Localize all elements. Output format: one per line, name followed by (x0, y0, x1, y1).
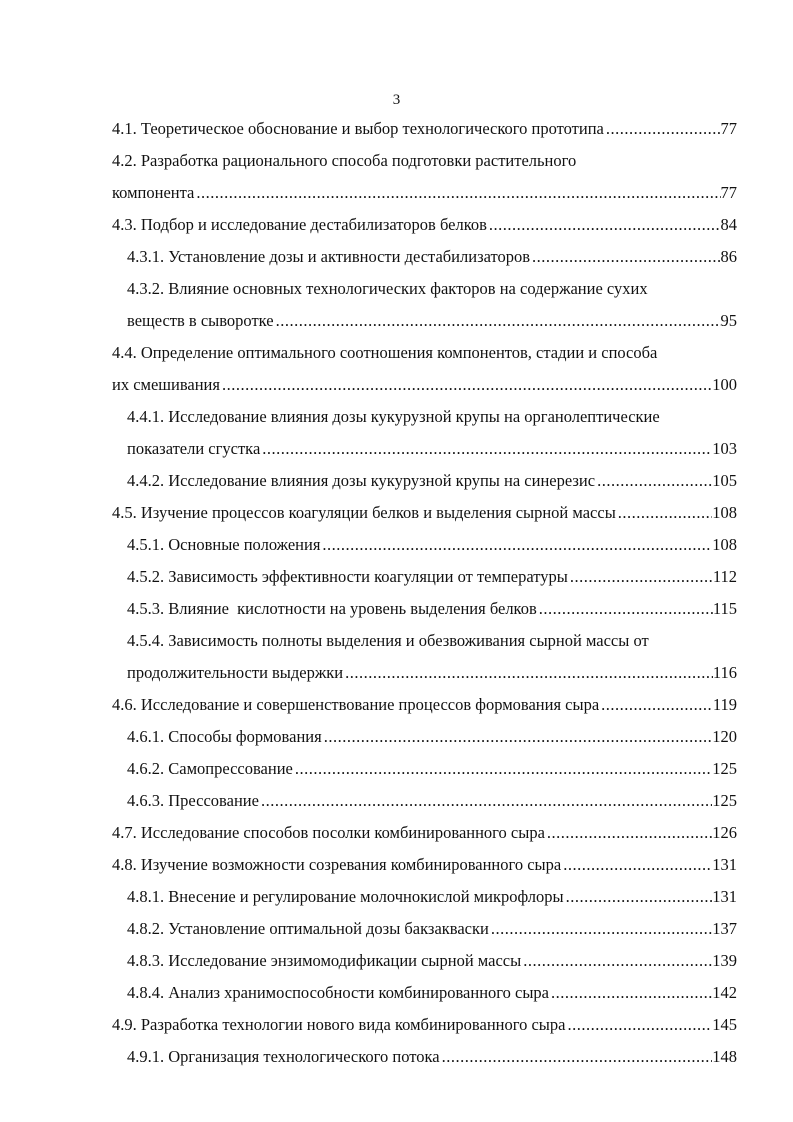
toc-entry-page: 131 (712, 887, 737, 906)
toc-entry-title: 4.5. Изучение процессов коагуляции белков и выделения сырной массы (112, 503, 616, 522)
toc-entry-title: 4.3. Подбор и исследование дестабилизаторов белков (112, 215, 487, 234)
toc-entry-page: 142 (712, 983, 737, 1002)
toc-entry-title: 4.5.4. Зависимость полноты выделения и обезвоживания сырной массы от (127, 631, 649, 650)
toc-entry-title: продолжительности выдержки (127, 663, 344, 682)
dot-leader (565, 1010, 712, 1040)
toc-entry-title: 4.4. Определение оптимального соотношения компонентов, стадии и способа (112, 343, 658, 362)
toc-entry-page: 119 (712, 695, 737, 714)
toc-entry-title: 4.8. Изучение возможности созревания комбинированного сыра (112, 855, 562, 874)
toc-entry (112, 146, 737, 176)
toc-entry (127, 626, 737, 656)
toc-entry (112, 178, 737, 208)
toc-entry (127, 594, 737, 624)
page-number: 3 (392, 92, 401, 108)
toc-entry (112, 1010, 737, 1040)
dot-leader (440, 1042, 713, 1072)
toc-entry-title: 4.6. Исследование и совершенствование процессов формования сыра (112, 695, 600, 714)
toc-entry-title: их смешивания (112, 375, 220, 394)
toc-entry (127, 658, 737, 688)
toc-entry-title: 4.8.3. Исследование энзимомодификации сырной массы (127, 951, 522, 970)
toc-entry-page: 126 (712, 823, 737, 842)
toc-entry (127, 754, 737, 784)
dot-leader (604, 114, 721, 144)
dot-leader (343, 658, 713, 688)
dot-leader (595, 466, 712, 496)
toc-entry (127, 946, 737, 976)
toc-entry-title: 4.9. Разработка технологии нового вида комбинированного сыра (112, 1015, 566, 1034)
toc-entry-title: 4.2. Разработка рационального способа подготовки растительного (112, 151, 577, 170)
dot-leader (220, 370, 712, 400)
toc-entry-title: 4.8.1. Внесение и регулирование молочнокислой микрофлоры (127, 887, 564, 906)
toc-entry (127, 274, 737, 304)
toc-entry-page: 77 (720, 119, 737, 138)
toc-entry (127, 978, 737, 1008)
toc-entry (112, 498, 737, 528)
dot-leader (521, 946, 712, 976)
toc-entry (127, 402, 737, 432)
toc-entry (112, 338, 737, 368)
dot-leader (599, 690, 713, 720)
toc-entry-page: 84 (720, 215, 737, 234)
dot-leader (549, 978, 712, 1008)
toc-entry-page: 103 (712, 439, 737, 458)
toc-entry-title: 4.8.4. Анализ хранимоспособности комбинированного сыра (127, 983, 549, 1002)
toc-entry-title: 4.6.1. Способы формования (127, 727, 322, 746)
toc-entry (112, 818, 737, 848)
toc-entry (127, 914, 737, 944)
dot-leader (561, 850, 712, 880)
dot-leader (537, 594, 713, 624)
toc-entry (127, 466, 737, 496)
toc-entry-title: 4.6.2. Самопрессование (127, 759, 293, 778)
toc-entry (112, 850, 737, 880)
dot-leader (616, 498, 712, 528)
toc-entry-title: 4.6.3. Прессование (127, 791, 259, 810)
dot-leader (259, 786, 712, 816)
dot-leader (274, 306, 721, 336)
dot-leader (487, 210, 721, 240)
dot-leader (320, 530, 712, 560)
toc-entry-page: 115 (712, 599, 737, 618)
toc-entry-title: веществ в сыворотке (127, 311, 274, 330)
toc-entry-page: 112 (712, 567, 737, 586)
toc-entry (127, 1042, 737, 1072)
dot-leader (568, 562, 713, 592)
toc-entry-page: 86 (720, 247, 737, 266)
toc-entry (127, 786, 737, 816)
toc-entry-page: 100 (712, 375, 737, 394)
toc-entry-page: 139 (712, 951, 737, 970)
toc-entry (127, 530, 737, 560)
toc-entry (127, 882, 737, 912)
toc-entry-title: компонента (112, 183, 195, 202)
toc-entry-page: 108 (712, 503, 737, 522)
toc-entry-page: 125 (712, 759, 737, 778)
dot-leader (293, 754, 712, 784)
toc-entry (127, 562, 737, 592)
dot-leader (489, 914, 712, 944)
toc-entry-title: 4.5.3. Влияние кислотности на уровень выделения белков (127, 599, 537, 618)
dot-leader (194, 178, 720, 208)
dot-leader (530, 242, 720, 272)
toc-entry-page: 131 (712, 855, 737, 874)
dot-leader (260, 434, 712, 464)
dot-leader (322, 722, 713, 752)
toc-entry-page: 95 (720, 311, 737, 330)
toc-entry-title: 4.5.1. Основные положения (127, 535, 321, 554)
toc-entry-page: 116 (712, 663, 737, 682)
toc-entry-page: 105 (712, 471, 737, 490)
toc-entry-title: 4.4.2. Исследование влияния дозы кукурузной крупы на синерезис (127, 471, 596, 490)
toc-entry-title: 4.8.2. Установление оптимальной дозы бакзакваски (127, 919, 489, 938)
toc-entry-title: показатели сгустка (127, 439, 261, 458)
toc-entry-title: 4.3.1. Установление дозы и активности дестабилизаторов (127, 247, 531, 266)
toc-entry-title: 4.1. Теоретическое обоснование и выбор технологического прототипа (112, 119, 604, 138)
toc-entry (127, 242, 737, 272)
toc-entry (127, 722, 737, 752)
toc-entry-page: 148 (712, 1047, 737, 1066)
toc-entry-title: 4.4.1. Исследование влияния дозы кукурузной крупы на органолептические (127, 407, 660, 426)
toc-entry-title: 4.7. Исследование способов посолки комбинированного сыра (112, 823, 545, 842)
toc-entry (112, 210, 737, 240)
toc-entry-page: 137 (712, 919, 737, 938)
toc-entry-page: 120 (712, 727, 737, 746)
toc-entry (127, 434, 737, 464)
dot-leader (545, 818, 712, 848)
toc-entry-page: 145 (712, 1015, 737, 1034)
toc-entry (127, 306, 737, 336)
toc-entry-title: 4.3.2. Влияние основных технологических факторов на содержание сухих (127, 279, 648, 298)
toc-entry (112, 370, 737, 400)
toc-entry-title: 4.5.2. Зависимость эффективности коагуляции от температуры (127, 567, 568, 586)
toc-entry-page: 108 (712, 535, 737, 554)
toc-entry (112, 690, 737, 720)
dot-leader (564, 882, 713, 912)
toc-entry (112, 114, 737, 144)
toc-entry-title: 4.9.1. Организация технологического потока (127, 1047, 440, 1066)
toc-entry-page: 125 (712, 791, 737, 810)
toc-entry-page: 77 (720, 183, 737, 202)
